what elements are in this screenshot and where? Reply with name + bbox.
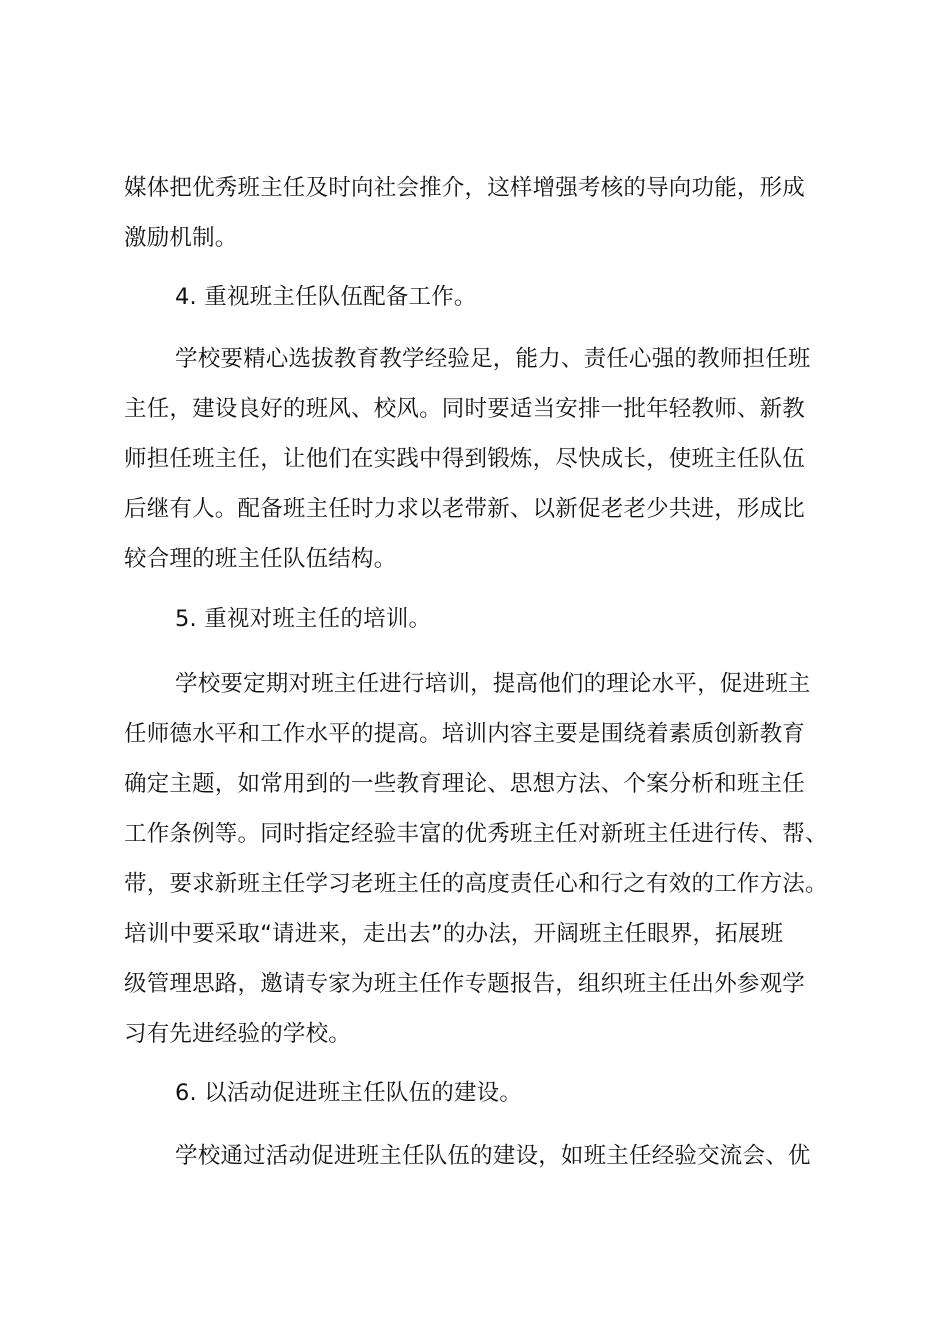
body-text-line: 主任，建设良好的班风、校风。同时要适当安排一批年轻教师、新教 <box>124 396 806 422</box>
body-text-line: 较合理的班主任队伍结构。 <box>124 546 397 572</box>
section-heading-6: 6. 以活动促进班主任队伍的建设。 <box>175 1080 523 1106</box>
body-text-line: 习有先进经验的学校。 <box>124 1021 352 1047</box>
body-text-line: 工作条例等。同时指定经验丰富的优秀班主任对新班主任进行传、帮、 <box>124 821 828 847</box>
body-text-line: 学校通过活动促进班主任队伍的建设，如班主任经验交流会、优 <box>175 1143 811 1169</box>
body-text-line: 确定主题，如常用到的一些教育理论、思想方法、个案分析和班主任 <box>124 771 806 797</box>
section-heading-4: 4. 重视班主任队伍配备工作。 <box>175 284 477 310</box>
body-text-line: 师担任班主任，让他们在实践中得到锻炼，尽快成长，使班主任队伍 <box>124 446 806 472</box>
body-text-line: 后继有人。配备班主任时力求以老带新、以新促老老少共进，形成比 <box>124 496 806 522</box>
body-text-line: 培训中要采取“请进来，走出去”的办法，开阔班主任眼界，拓展班 <box>124 921 784 947</box>
body-text-line: 学校要定期对班主任进行培训，提高他们的理论水平，促进班主 <box>175 671 811 697</box>
body-text-line: 任师德水平和工作水平的提高。培训内容主要是围绕着素质创新教育 <box>124 721 806 747</box>
body-text-line: 学校要精心选拔教育教学经验足，能力、责任心强的教师担任班 <box>175 346 811 372</box>
body-text-line: 带，要求新班主任学习老班主任的高度责任心和行之有效的工作方法。 <box>124 871 828 897</box>
body-text-line: 级管理思路，邀请专家为班主任作专题报告，组织班主任出外参观学 <box>124 971 806 997</box>
section-heading-5: 5. 重视对班主任的培训。 <box>175 606 432 632</box>
body-text-line: 激励机制。 <box>124 225 238 251</box>
body-text-line: 媒体把优秀班主任及时向社会推介，这样增强考核的导向功能，形成 <box>124 175 806 201</box>
